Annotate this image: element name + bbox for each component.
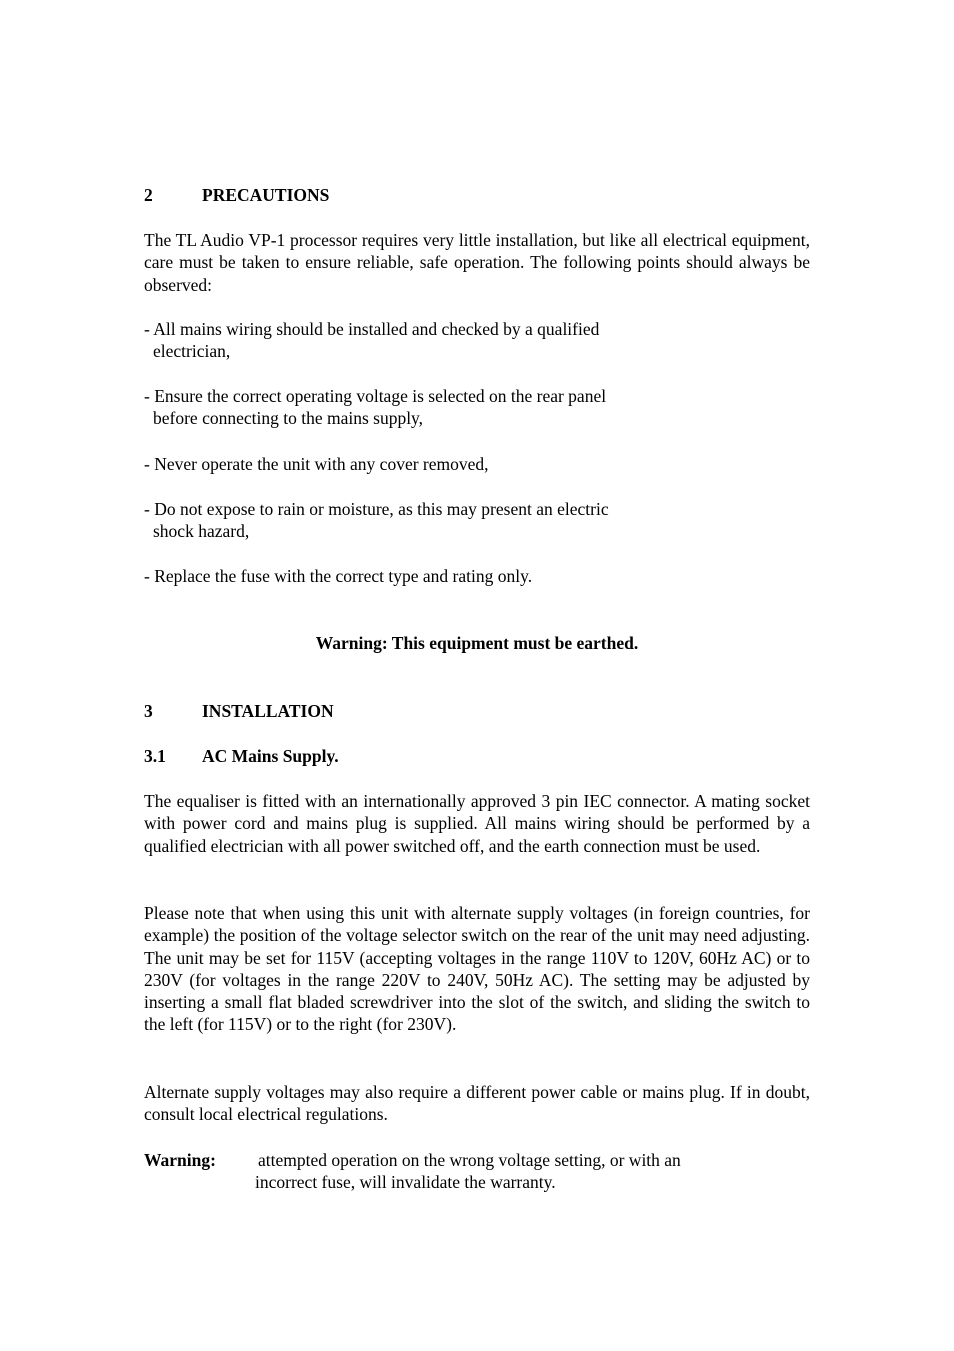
voltage-paragraph: Please note that when using this unit with alternate supply voltages (in foreign countries, for example) the position of the voltage selector switch on the rear of the unit may need adjusting. The unit may be set for 115V (accepting voltages in the range 110V to 120V, 60Hz AC) or to 230V (for voltages in the range 220V to 240V, 50Hz AC). The setting may be adjusted by inserting a small flat bladed screwdriver into the slot of the switch, and sliding the switch to the left (for 115V) or to the right (for 230V).: [144, 903, 810, 1035]
warranty-warning-line: incorrect fuse, will invalidate the warranty.: [255, 1172, 556, 1193]
precaution-item-line: - Never operate the unit with any cover removed,: [144, 454, 489, 474]
section-3-title: INSTALLATION: [202, 701, 334, 721]
subsection-3-1-title: AC Mains Supply.: [202, 746, 339, 766]
section-2-title: PRECAUTIONS: [202, 185, 330, 205]
section-2-number: 2: [144, 185, 153, 205]
mains-paragraph: The equaliser is fitted with an internationally approved 3 pin IEC connector. A mating socket with power cord and mains plug is supplied. All mains wiring should be performed by a qualified electrician with all power switched off, and the earth connection must be used.: [144, 791, 810, 856]
precaution-item-line: electrician,: [153, 341, 231, 362]
precaution-item: [144, 565, 684, 587]
precaution-item-line: - All mains wiring should be installed and checked by a qualified: [144, 319, 600, 339]
section-2-heading: [144, 184, 810, 206]
section-3-heading: [144, 700, 810, 722]
precaution-item-line: - Do not expose to rain or moisture, as this may present an electric: [144, 499, 609, 519]
warranty-warning: [144, 1149, 810, 1194]
subsection-3-1-heading: [144, 745, 810, 767]
precaution-item: [144, 318, 684, 363]
precaution-item: [144, 453, 684, 475]
precautions-intro: The TL Audio VP-1 processor requires very little installation, but like all electrical equipment, care must be taken to ensure reliable, safe operation. The following points should always be observed:: [144, 230, 810, 295]
earth-warning: Warning: This equipment must be earthed.: [315, 633, 639, 653]
subsection-3-1-number: 3.1: [144, 746, 166, 766]
precaution-item-line: shock hazard,: [153, 521, 250, 542]
alternate-supply-paragraph: Alternate supply voltages may also require a different power cable or mains plug. If in doubt, consult local electrical regulations.: [144, 1082, 810, 1125]
precaution-item-line: before connecting to the mains supply,: [153, 408, 424, 429]
precaution-item: [144, 385, 684, 430]
warranty-warning-line: attempted operation on the wrong voltage setting, or with an: [258, 1150, 681, 1170]
section-3-number: 3: [144, 701, 153, 721]
precaution-item-line: - Ensure the correct operating voltage is selected on the rear panel: [144, 386, 607, 406]
precaution-item: [144, 498, 684, 543]
precaution-item-line: - Replace the fuse with the correct type and rating only.: [144, 566, 533, 586]
warranty-warning-label: Warning:: [144, 1150, 216, 1170]
